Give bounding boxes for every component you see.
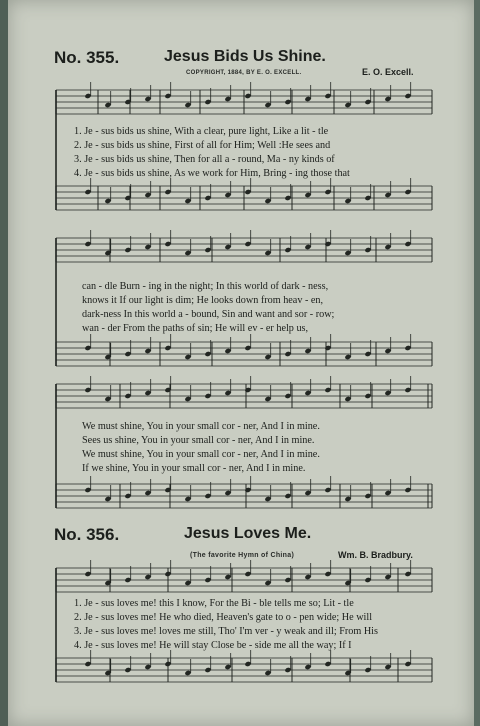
lyric-line: knows it If our light is dim; He looks down from heav - en, <box>82 295 324 306</box>
lyric-line: 2. Je - sus bids us shine, First of all for Him; Well :He sees and <box>74 140 331 151</box>
composer-credit: Wm. B. Bradbury. <box>338 550 413 560</box>
lyric-line: 3. Je - sus bids us shine, Then for all a - round, Ma - ny kinds of <box>74 154 335 165</box>
lyric-line: 4. Je - sus loves me! He will stay Close be - side me all the way; If I <box>74 640 352 651</box>
lyric-line: can - dle Burn - ing in the night; In this world of dark - ness, <box>82 281 329 292</box>
lyric-line: 1. Je - sus loves me! this I know, For the Bi - ble tells me so; Lit - tle <box>74 598 354 609</box>
copyright-notice: COPYRIGHT, 1884, BY E. O. EXCELL. <box>186 70 302 76</box>
lyric-line: We must shine, You in your small cor - ner, And I in mine. <box>82 421 320 432</box>
lyric-line: 3. Je - sus loves me! loves me still, Tho' I'm ver - y weak and ill; From His <box>74 626 378 637</box>
hymn-title: Jesus Bids Us Shine. <box>164 48 326 65</box>
lyric-line: 1. Je - sus bids us shine, With a clear, pure light, Like a lit - tle <box>74 126 329 137</box>
lyric-line: dark-ness In this world a - bound, Sin and want and sor - row; <box>82 309 335 320</box>
lyric-line: Sees us shine, You in your small cor - ner, And I in mine. <box>82 435 315 446</box>
lyric-line: wan - der From the paths of sin; He will ev - er help us, <box>82 323 309 334</box>
lyric-line: We must shine, You in your small cor - ner, And I in mine. <box>82 449 320 460</box>
lyric-line: 2. Je - sus loves me! He who died, Heaven's gate to o - pen wide; He will <box>74 612 373 623</box>
hymn-number: No. 356. <box>54 525 120 544</box>
hymn-subtitle: (The favorite Hymn of China) <box>190 552 295 559</box>
hymn-number: No. 355. <box>54 48 120 67</box>
composer-credit: E. O. Excell. <box>362 67 414 77</box>
hymn-title: Jesus Loves Me. <box>184 525 312 542</box>
lyric-line: 4. Je - sus bids us shine, As we work for Him, Bring - ing those that <box>74 168 350 179</box>
lyric-line: If we shine, You in your small cor - ner, And I in mine. <box>82 463 306 474</box>
